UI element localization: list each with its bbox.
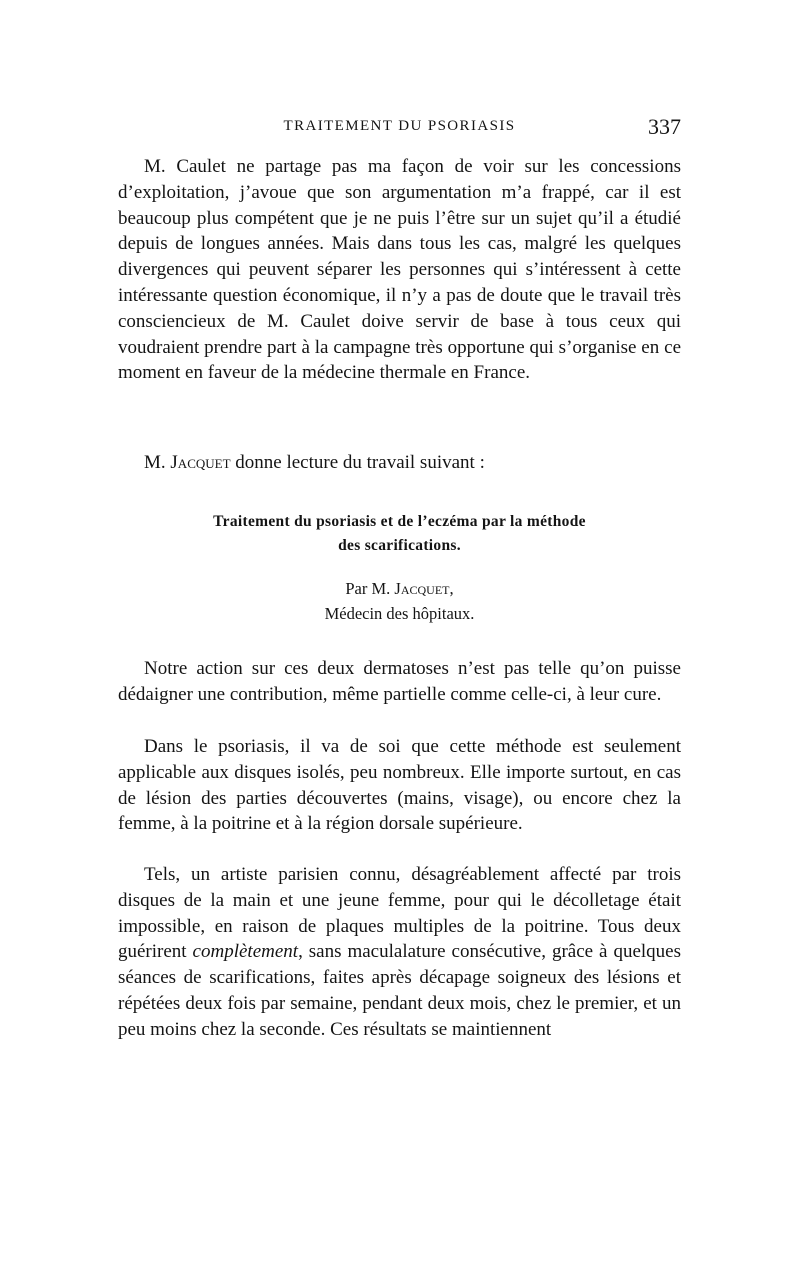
body-paragraph-1: Notre action sur ces deux dermatoses n’est pas telle qu’on puisse dédaigner une contribution, même partielle comme celle-ci, à leur cure.	[118, 658, 681, 705]
byline-name: Jacquet,	[394, 579, 454, 598]
announcement-line	[118, 450, 681, 476]
byline-author	[118, 576, 681, 601]
byline-affiliation: Médecin des hôpitaux.	[324, 604, 475, 623]
page-number: 337	[648, 114, 681, 139]
article-title-line1: Traitement du psoriasis et de l’eczéma par la méthode	[213, 513, 586, 530]
body-paragraph-3-start: Tels, un artiste parisien connu, désagréablement affecté par trois disques de la main et une jeune femme, pour qui le décolletage était impossible, en raison de plaques multiples de la poitrine. Tous deux guérirent	[118, 864, 681, 963]
article-title-line2: des scarifications.	[338, 537, 461, 554]
running-header	[118, 114, 681, 144]
announcement-name: Jacquet	[170, 452, 231, 473]
running-title: TRAITEMENT DU PSORIASIS	[283, 118, 516, 134]
article-title	[118, 510, 681, 558]
article-byline	[118, 576, 681, 626]
body-paragraph-2: Dans le psoriasis, il va de soi que cette méthode est seulement applicable aux disques isolés, peu nombreux. Elle importe surtout, en cas de lésion des parties découvertes (mains, visage), ou encore chez la femme, à la poitrine et à la région dorsale supérieure.	[118, 736, 681, 835]
body-paragraph-3-emphasis: complètement	[192, 941, 299, 963]
intro-paragraph: M. Caulet ne partage pas ma façon de voir sur les concessions d’exploitation, j’avoue que son argumentation m’a frappé, car il est beaucoup plus compétent que je ne puis l’être sur un sujet qu’il a étudié depuis de longues années. Mais dans tous les cas, malgré les quelques divergences qui peuvent séparer les personnes qui s’intéressent à cette intéressante question économique, il n’y a pas de doute que le travail très consciencieux de M. Caulet doive servir de base à tous ceux qui voudraient prendre part à la campagne très opportune qui s’organise en ce moment en faveur de la médecine thermale en France.	[118, 156, 681, 384]
announcement-prefix: M.	[144, 452, 171, 473]
body-paragraph-3-end: , sans maculalature consécutive, grâce à quelques séances de scarifications, faites après décapage soigneux des lésions et répétées deux fois par semaine, pendant deux mois, chez le premier, et un peu moins chez la seconde. Ces résultats se maintiennent	[118, 941, 681, 1040]
announcement-suffix: donne lecture du travail suivant :	[230, 452, 485, 473]
body-paragraph-3	[118, 862, 681, 1043]
byline-prefix: Par M.	[345, 579, 395, 598]
